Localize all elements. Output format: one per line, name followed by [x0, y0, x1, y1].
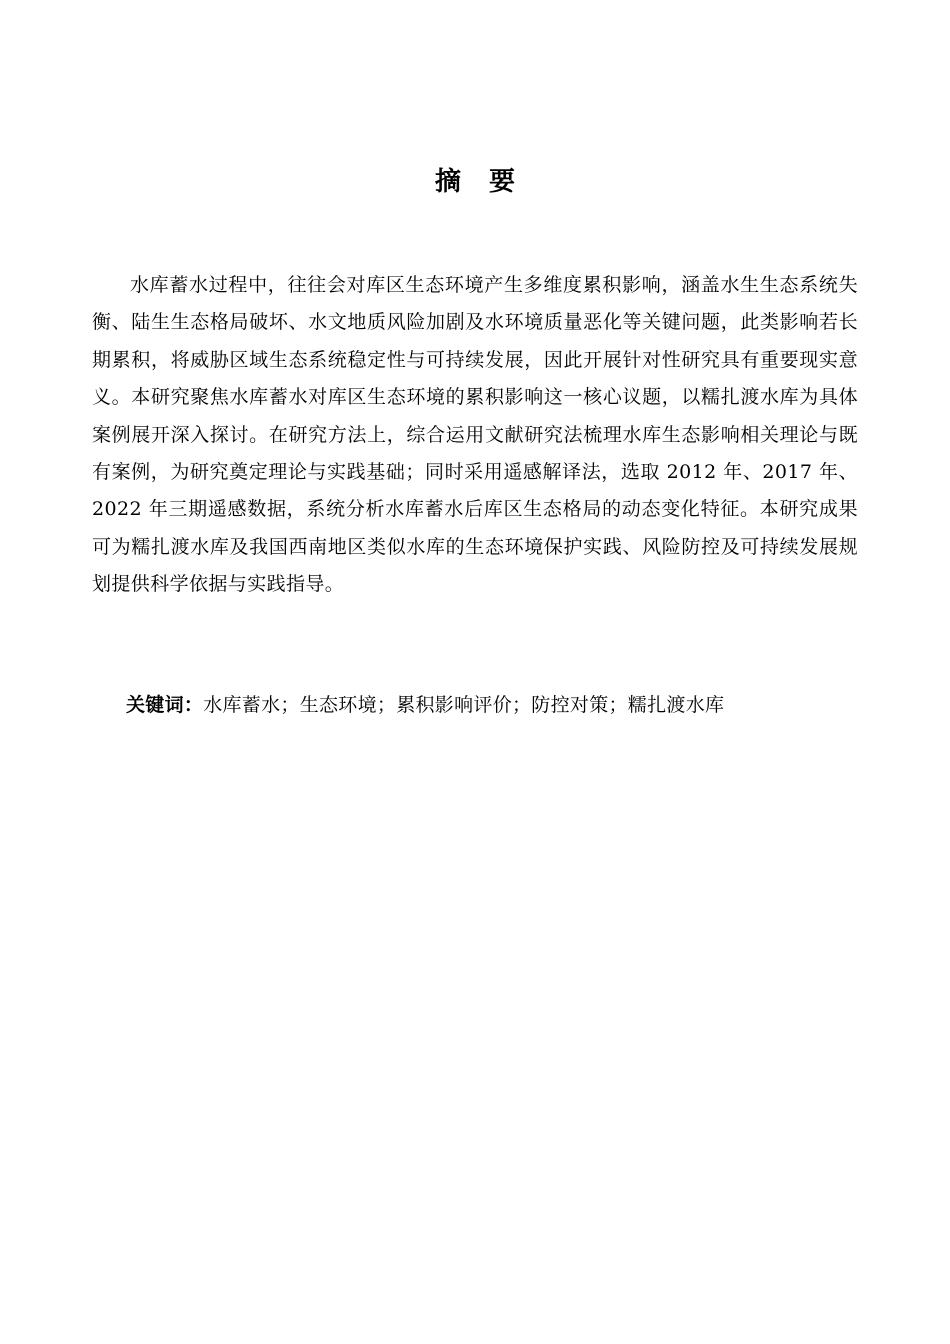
- title-char-2: 要: [489, 167, 516, 197]
- keywords-line: [126, 688, 866, 722]
- abstract-title: [0, 162, 950, 202]
- keywords-label: 关键词：: [126, 694, 204, 716]
- keywords-list: 水库蓄水；生态环境；累积影响评价；防控对策；糯扎渡水库: [203, 694, 725, 716]
- title-char-1: 摘: [434, 167, 461, 197]
- abstract-body: 水库蓄水过程中，往往会对库区生态环境产生多维度累积影响，涵盖水生生态系统失衡、陆生生态格局破坏、水文地质风险加剧及水环境质量恶化等关键问题，此类影响若长期累积，将威胁区域生态系统稳定性与可持续发展，因此开展针对性研究具有重要现实意义。本研究聚焦水库蓄水对库区生态环境的累积影响这一核心议题，以糯扎渡水库为具体案例展开深入探讨。在研究方法上，综合运用文献研究法梳理水库生态影响相关理论与既有案例，为研究奠定理论与实践基础；同时采用遥感解译法，选取 2012 年、2017 年、2022 年三期遥感数据，系统分析水库蓄水后库区生态格局的动态变化特征。本研究成果可为糯扎渡水库及我国西南地区类似水库的生态环境保护实践、风险防控及可持续发展规划提供科学依据与实践指导。: [92, 274, 858, 596]
